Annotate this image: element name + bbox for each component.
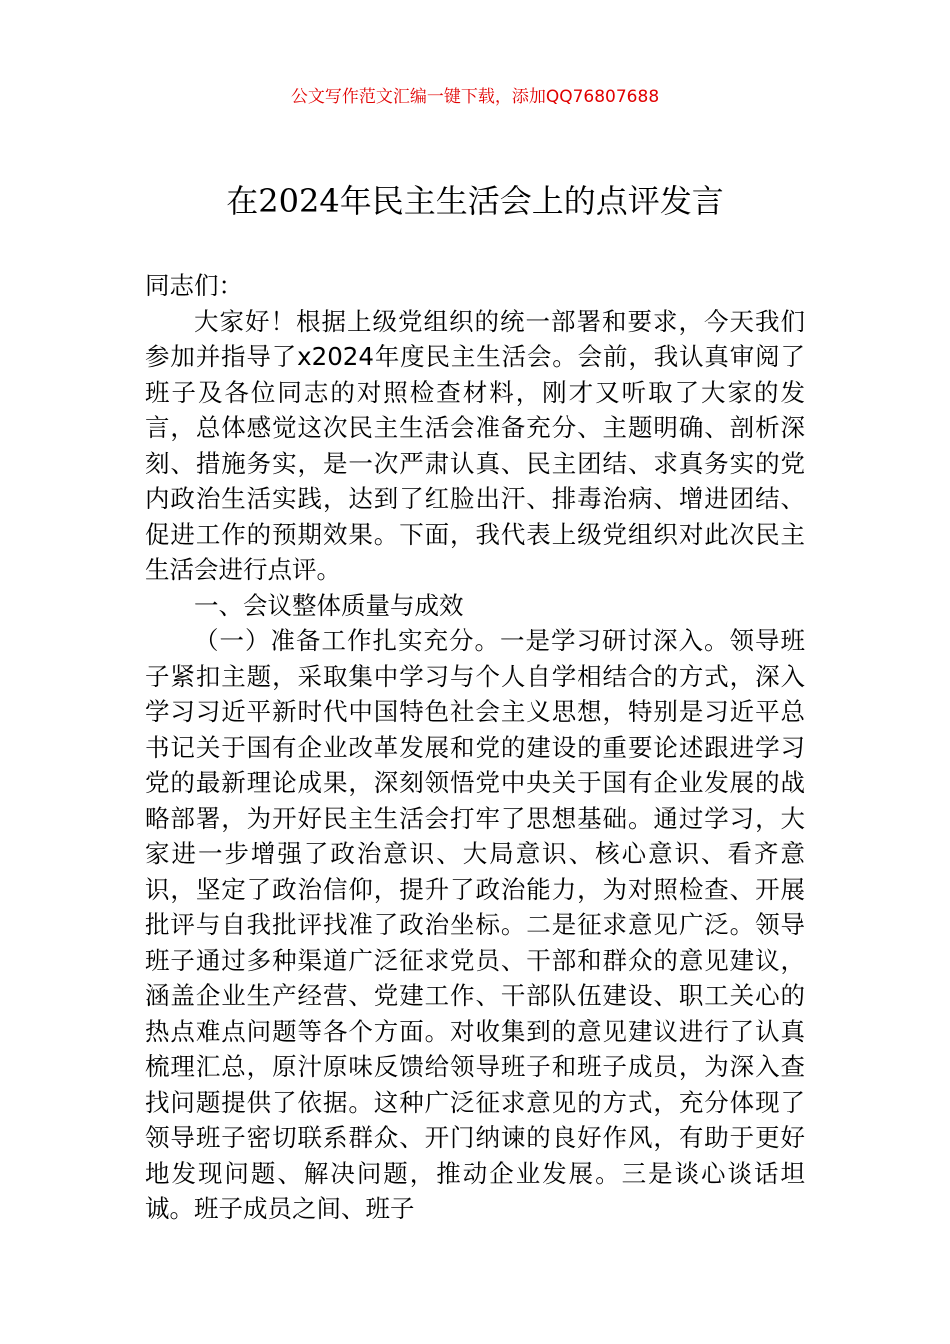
paragraph-preparation: （一）准备工作扎实充分。一是学习研讨深入。领导班子紧扣主题，采取集中学习与个人自学相结合的方式，深入学习习近平新时代中国特色社会主义思想，特别是习近平总书记关于国有企业改革发展和党的建设的重要论述跟进学习党的最新理论成果，深刻领悟党中央关于国有企业发展的战略部署，为开好民主生活会打牢了思想基础。通过学习，大家进一步增强了政治意识、大局意识、核心意识、看齐意识，坚定了政治信仰，提升了政治能力，为对照检查、开展批评与自我批评找准了政治坐标。二是征求意见广泛。领导班子通过多种渠道广泛征求党员、干部和群众的意见建议，涵盖企业生产经营、党建工作、干部队伍建设、职工关心的热点难点问题等各个方面。对收集到的意见建议进行了认真梳理汇总，原汁原味反馈给领导班子和班子成员，为深入查找问题提供了依据。这种广泛征求意见的方式，充分体现了领导班子密切联系群众、开门纳谏的良好作风，有助于更好地发现问题、解决问题，推动企业发展。三是谈心谈话坦诚。班子成员之间、班子 <box>145 626 805 1223</box>
section-heading-1: 一、会议整体质量与成效 <box>194 590 464 620</box>
download-promo-note: 公文写作范文汇编一键下载，添加QQ76807688 <box>290 87 660 107</box>
document-title: 在2024年民主生活会上的点评发言 <box>226 182 724 220</box>
document-body <box>145 268 805 1227</box>
paragraph-opening: 大家好！根据上级党组织的统一部署和要求，今天我们参加并指导了x2024年度民主生活会。会前，我认真审阅了班子及各位同志的对照检查材料，刚才又听取了大家的发言，总体感觉这次民主生活会准备充分、主题明确、剖析深刻、措施务实，是一次严肃认真、民主团结、求真务实的党内政治生活实践，达到了红脸出汗、排毒治病、增进团结、促进工作的预期效果。下面，我代表上级党组织对此次民主生活会进行点评。 <box>145 306 805 584</box>
salutation: 同志们： <box>145 271 243 300</box>
